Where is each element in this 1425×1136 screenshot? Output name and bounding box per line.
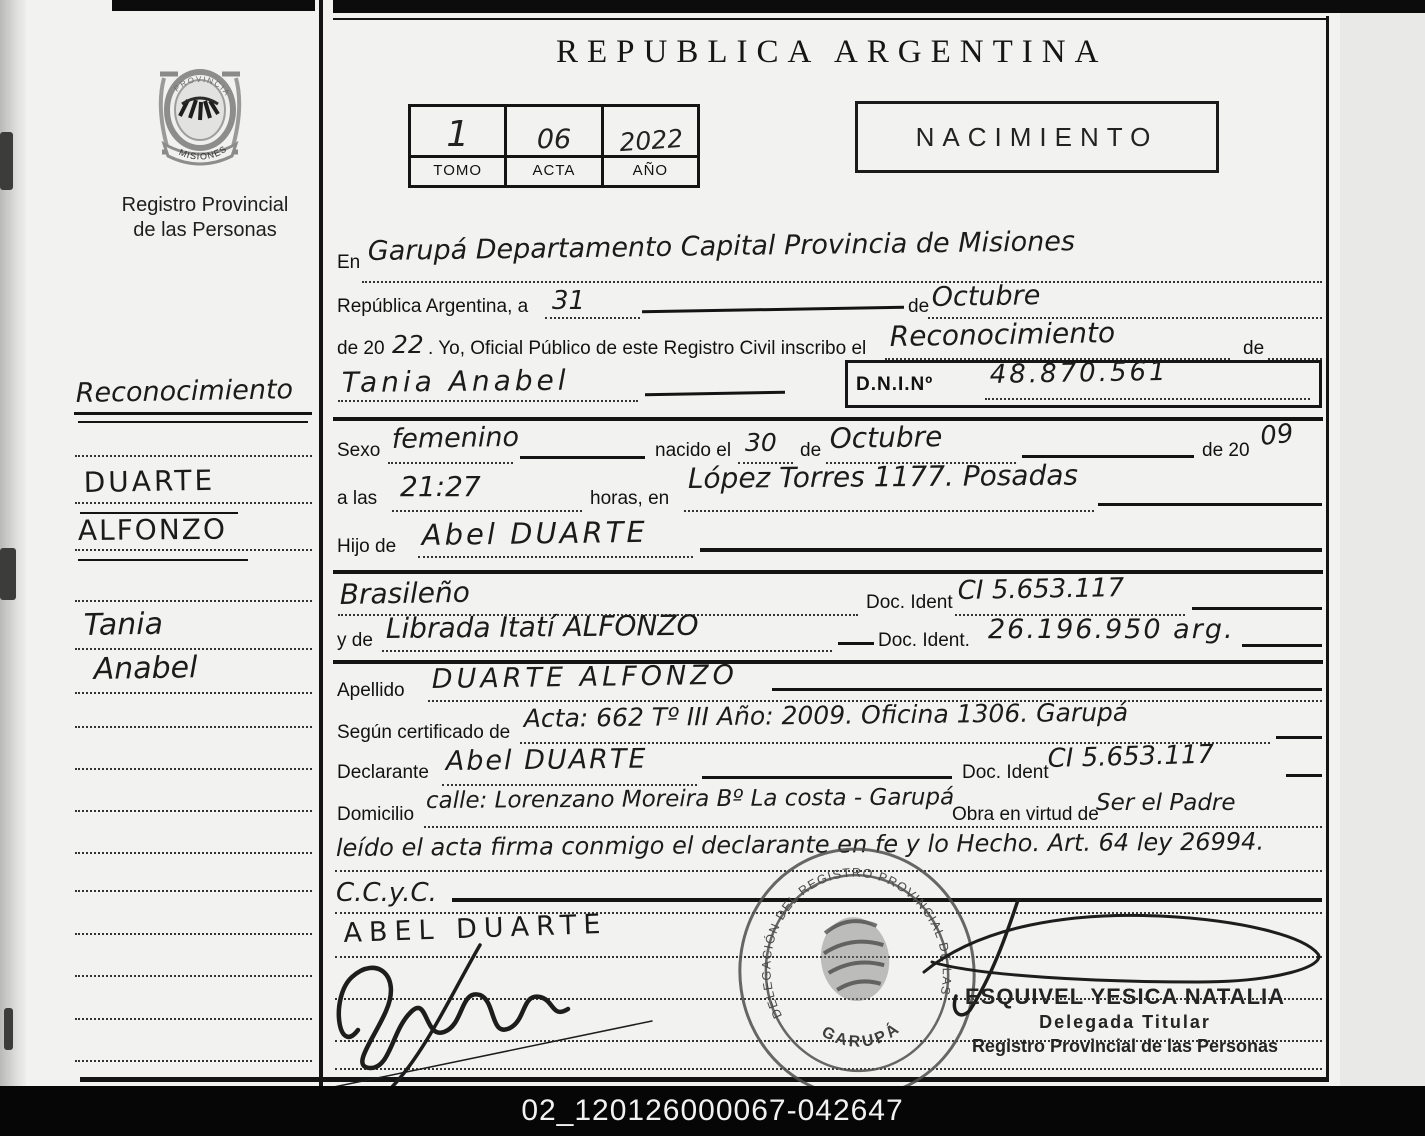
margin-dotted-line bbox=[75, 600, 312, 602]
ruled-line bbox=[1022, 455, 1194, 458]
footer-code: 02_120126000067-042647 bbox=[521, 1094, 904, 1127]
svg-text:GARUPÁ bbox=[817, 1013, 906, 1057]
father-doc-value: CI 5.653.117 bbox=[957, 573, 1125, 606]
top-bar-main bbox=[333, 0, 1425, 13]
margin-dotted-line bbox=[75, 810, 312, 812]
father-label: Hijo de bbox=[337, 536, 397, 557]
act-type-value: Reconocimiento bbox=[889, 316, 1116, 353]
sex-value: femenino bbox=[391, 421, 520, 455]
declarant-doc-label: Doc. Ident bbox=[962, 762, 1049, 783]
margin-note-act-type: Reconocimiento bbox=[75, 374, 294, 409]
birth-place-value: López Torres 1177. Posadas bbox=[687, 458, 1079, 495]
birth-month-value: Octubre bbox=[829, 420, 943, 455]
form-dotted-line bbox=[985, 398, 1310, 400]
tomo-label: TOMO bbox=[411, 155, 504, 185]
index-table bbox=[408, 104, 700, 188]
form-dotted-line bbox=[338, 400, 638, 402]
father-value: Abel DUARTE bbox=[421, 514, 648, 552]
anio-label: AÑO bbox=[604, 155, 697, 185]
inscribe-label: . Yo, Oficial Público de este Registro Civil inscribo el bbox=[428, 338, 867, 359]
margin-dotted-line bbox=[75, 549, 312, 551]
time-value: 21:27 bbox=[400, 470, 481, 503]
official-title: Delegada Titular bbox=[1039, 1012, 1211, 1032]
margin-dotted-line bbox=[75, 726, 312, 728]
sex-label: Sexo bbox=[337, 440, 381, 461]
margin-underline bbox=[78, 559, 248, 561]
father-nationality-value: Brasileño bbox=[339, 575, 471, 611]
mother-label: y de bbox=[337, 630, 373, 651]
form-dotted-line bbox=[392, 510, 582, 512]
form-dotted-line bbox=[684, 510, 1094, 512]
ruled-line bbox=[520, 456, 645, 459]
dni-value: 48.870.561 bbox=[989, 356, 1169, 390]
form-dotted-line bbox=[418, 556, 693, 558]
form-bottom-border bbox=[80, 1077, 1329, 1082]
index-col-acta bbox=[507, 107, 603, 185]
ruled-line bbox=[838, 642, 874, 645]
father-doc-label: Doc. Ident bbox=[866, 592, 953, 613]
declarant-doc-value: CI 5.653.117 bbox=[1047, 739, 1215, 774]
record-type-box bbox=[855, 101, 1219, 173]
ruled-line-heavy bbox=[700, 548, 1322, 552]
org-name-line2: de las Personas bbox=[133, 219, 277, 241]
time-label: a las bbox=[337, 488, 378, 509]
scan-artifact bbox=[0, 548, 16, 600]
form-dotted-line bbox=[362, 281, 1322, 283]
dni-label: D.N.I.Nº bbox=[856, 374, 934, 395]
form-dotted-line bbox=[388, 462, 513, 464]
margin-dotted-line bbox=[75, 692, 312, 694]
certificate-value: Acta: 662 Tº III Año: 2009. Oficina 1306. Garupá bbox=[523, 697, 1129, 733]
margin-dotted-line bbox=[75, 852, 312, 854]
margin-note-surname2: ALFONZO bbox=[77, 512, 228, 547]
mother-doc-value: 26.196.950 arg. bbox=[988, 614, 1235, 645]
declarant-signature bbox=[330, 935, 660, 1095]
misiones-coat-of-arms-seal bbox=[150, 60, 250, 182]
surname-label: Apellido bbox=[337, 680, 405, 701]
official-org: Registro Provincial de las Personas bbox=[971, 1036, 1279, 1056]
declarant-label: Declarante bbox=[337, 762, 429, 783]
index-col-tomo bbox=[411, 107, 507, 185]
birth-year-label: de 20 bbox=[1202, 440, 1250, 461]
ruled-line bbox=[702, 776, 952, 779]
authority-value: Ser el Padre bbox=[1096, 790, 1236, 816]
year-value: 22 bbox=[392, 330, 424, 359]
mother-value: Librada Itatí ALFONZO bbox=[385, 608, 699, 645]
authority-label: Obra en virtud de bbox=[952, 804, 1099, 825]
margin-dotted-line bbox=[75, 890, 312, 892]
org-name-line1: Registro Provincial bbox=[121, 194, 289, 216]
ruled-line bbox=[1242, 644, 1322, 647]
acta-label: ACTA bbox=[507, 155, 600, 185]
closing-line1: leído el acta firma conmigo el declarante en fe y lo Hecho. Art. 64 ley 26994. bbox=[335, 827, 1265, 862]
scan-artifact bbox=[4, 1008, 13, 1050]
birth-month-label: de bbox=[800, 440, 822, 461]
place-value: Garupá Departamento Capital Provincia de Misiones bbox=[367, 226, 1076, 267]
margin-note-name1: Tania bbox=[83, 606, 164, 643]
form-dotted-line bbox=[382, 650, 832, 652]
record-type-label: NACIMIENTO bbox=[915, 121, 1159, 152]
anio-value: 2022 bbox=[618, 123, 684, 158]
margin-dotted-line bbox=[75, 502, 312, 504]
country-title: REPUBLICA ARGENTINA bbox=[556, 34, 1108, 70]
seal-banner-text: MISIONES bbox=[177, 143, 229, 162]
stamp-city-text: GARUPÁ bbox=[818, 1019, 905, 1051]
section-divider bbox=[333, 417, 1323, 421]
place-label: En bbox=[337, 252, 361, 273]
margin-dotted-line bbox=[75, 768, 312, 770]
year-label: de 20 bbox=[337, 338, 385, 359]
tomo-value: 1 bbox=[446, 114, 470, 155]
org-name bbox=[100, 193, 310, 243]
ruled-line bbox=[1192, 607, 1322, 610]
address-label: Domicilio bbox=[337, 804, 415, 825]
certificate-label: Según certificado de bbox=[337, 722, 511, 743]
form-top-border bbox=[333, 18, 1329, 20]
birth-day-value: 30 bbox=[745, 428, 777, 457]
declarant-value: Abel DUARTE bbox=[445, 743, 648, 777]
day-value: 31 bbox=[552, 286, 586, 316]
margin-dotted-line bbox=[75, 455, 312, 457]
top-bar-left bbox=[112, 0, 315, 11]
month-label: de bbox=[908, 296, 930, 317]
margin-dotted-line bbox=[75, 1018, 312, 1020]
margin-underline bbox=[74, 412, 312, 415]
ruled-line bbox=[1276, 736, 1322, 739]
margin-dotted-line bbox=[75, 975, 312, 977]
margin-note-name2: Anabel bbox=[93, 650, 198, 687]
date-label: República Argentina, a bbox=[337, 296, 529, 317]
form-dotted-line bbox=[545, 317, 640, 319]
ruled-line bbox=[772, 688, 1322, 691]
margin-divider-line bbox=[319, 0, 323, 1086]
mother-doc-label: Doc. Ident. bbox=[878, 630, 970, 651]
of-label: de bbox=[1243, 338, 1265, 359]
seal-top-text: PROVINCIA bbox=[172, 74, 233, 99]
acta-value: 06 bbox=[536, 124, 572, 155]
declarant-signature-name: ABEL DUARTE bbox=[342, 908, 608, 949]
closing-line2: C.C.y.C. bbox=[336, 878, 437, 908]
scan-artifact bbox=[0, 132, 13, 190]
surname-value: DUARTE ALFONZO bbox=[431, 659, 739, 695]
margin-dotted-line bbox=[75, 1060, 312, 1062]
ruled-line bbox=[1286, 774, 1322, 777]
official-name: ESQUIVEL YESICA NATALIA bbox=[964, 984, 1286, 1009]
ruled-line bbox=[1098, 503, 1322, 506]
margin-note-surname1: DUARTE bbox=[83, 463, 216, 499]
index-col-anio bbox=[604, 107, 697, 185]
person-name-value: Tania Anabel bbox=[341, 363, 570, 399]
born-label: nacido el bbox=[655, 440, 732, 461]
footer-bar bbox=[0, 1086, 1425, 1136]
time-place-label: horas, en bbox=[590, 488, 670, 509]
section-divider bbox=[333, 570, 1323, 574]
address-value: calle: Lorenzano Moreira Bº La costa - Garupá bbox=[425, 784, 955, 814]
margin-underline bbox=[78, 421, 308, 423]
margin-dotted-line bbox=[75, 933, 312, 935]
stamp-ring-text: DELEGACIÓN DEL REGISTRO PROVINCIAL DE LAS PERSONAS bbox=[759, 865, 954, 1021]
birth-year-value: 09 bbox=[1258, 418, 1295, 452]
month-value: Octubre bbox=[931, 280, 1041, 313]
